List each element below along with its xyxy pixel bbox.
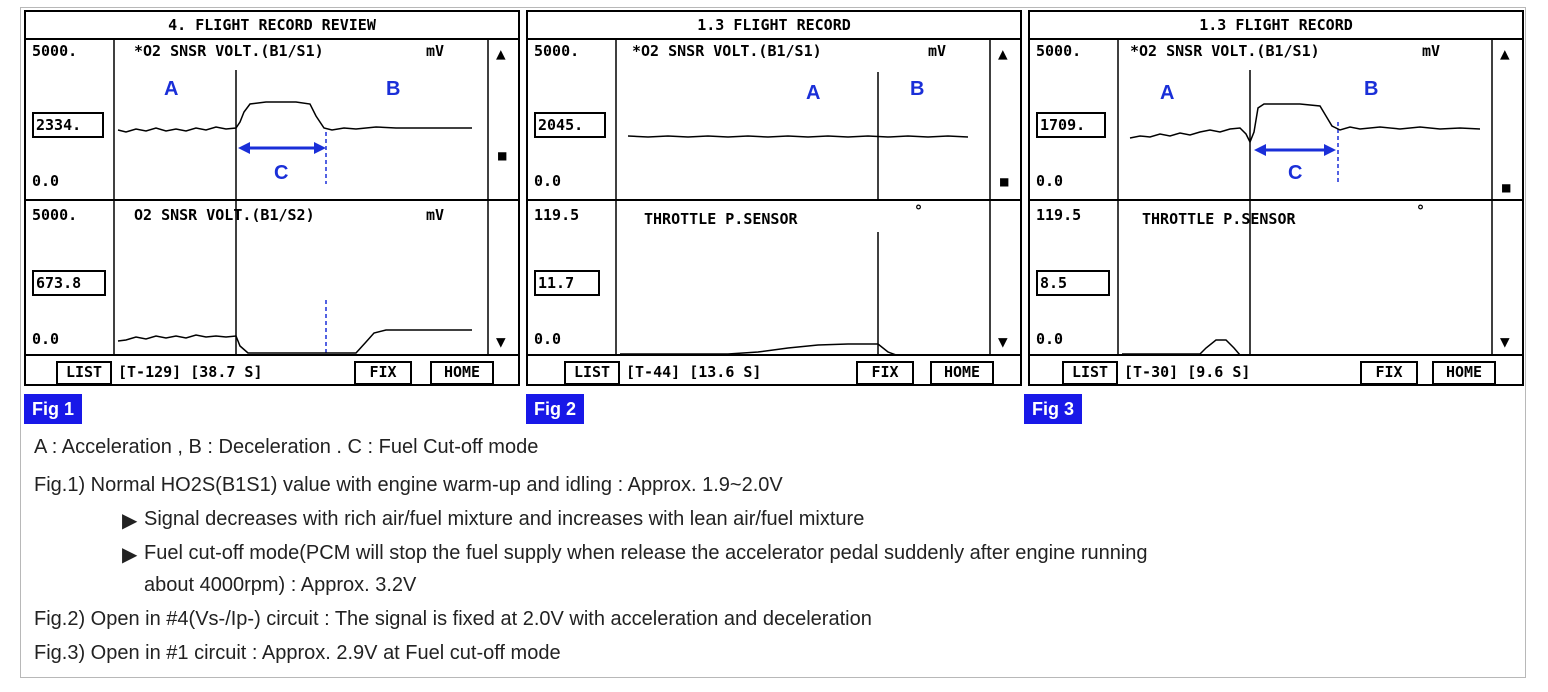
fig1-note: Fig.1) Normal HO2S(B1S1) value with engine warm-up and idling : Approx. 1.9~2.0V (34, 474, 783, 496)
screen-title: 1.3 FLIGHT RECORD (1030, 12, 1522, 40)
marker-c: C (274, 162, 289, 184)
scanner-screen-fig2 (526, 10, 1022, 386)
bottom-channel-max: 5000. (32, 206, 78, 224)
legend-text: A : Acceleration , B : Deceleration . C : Fuel Cut-off mode (34, 436, 539, 458)
list-button[interactable]: LIST (56, 361, 112, 385)
marker-b: B (386, 78, 401, 100)
top-channel-max: 5000. (32, 42, 78, 60)
fig1-bullet-2-line-2: about 4000rpm) : Approx. 3.2V (144, 574, 417, 596)
top-channel-value: 1709. (1036, 112, 1106, 138)
bottom-channel-value: 673.8 (32, 270, 106, 296)
bottom-channel-value: 11.7 (534, 270, 600, 296)
fig-label-3: Fig 3 (1024, 394, 1082, 424)
graph-area (1030, 12, 1524, 386)
top-channel-value: 2334. (32, 112, 104, 138)
home-button[interactable]: HOME (430, 361, 494, 385)
marker-a: A (1160, 82, 1175, 104)
o2-b1s1-waveform (1130, 104, 1480, 142)
o2-b1s2-waveform (118, 330, 472, 353)
screen-title: 1.3 FLIGHT RECORD (528, 12, 1020, 40)
scanner-screen-fig1 (24, 10, 520, 386)
fig1-bullet-2-line-1: Fuel cut-off mode(PCM will stop the fuel supply when release the accelerator pedal suddenly after engine running (144, 542, 1148, 564)
fix-button[interactable]: FIX (1360, 361, 1418, 385)
bottom-channel-unit: ° (914, 202, 924, 220)
throttle-waveform (1122, 340, 1240, 355)
graph-area (528, 12, 1022, 386)
scroll-up-icon[interactable]: ▲ (1500, 44, 1510, 63)
throttle-waveform (620, 344, 896, 355)
bottom-channel-name: THROTTLE P.SENSOR (644, 210, 798, 228)
top-channel-unit: mV (426, 42, 445, 60)
scroll-down-icon[interactable]: ▼ (1500, 332, 1510, 351)
marker-b: B (1364, 78, 1379, 100)
screen-title: 4. FLIGHT RECORD REVIEW (26, 12, 518, 40)
scroll-up-icon[interactable]: ▲ (998, 44, 1008, 63)
bullet-icon: ▶ (122, 510, 138, 532)
fig-label-2: Fig 2 (526, 394, 584, 424)
marker-a: A (806, 82, 821, 104)
top-channel-min: 0.0 (534, 172, 562, 190)
scanner-screen-fig3 (1028, 10, 1524, 386)
top-channel-name: *O2 SNSR VOLT.(B1/S1) (1130, 42, 1320, 60)
graph-area (26, 12, 520, 386)
record-info: [T-129] [38.7 S] (118, 363, 263, 381)
top-channel-min: 0.0 (32, 172, 60, 190)
top-channel-max: 5000. (1036, 42, 1082, 60)
fig1-bullet-1: Signal decreases with rich air/fuel mixture and increases with lean air/fuel mixture (144, 508, 865, 530)
home-button[interactable]: HOME (930, 361, 994, 385)
scroll-down-icon[interactable]: ▼ (998, 332, 1008, 351)
marker-b: B (910, 78, 925, 100)
scroll-thumb-icon[interactable]: ■ (498, 148, 507, 164)
scroll-up-icon[interactable]: ▲ (496, 44, 506, 63)
top-channel-name: *O2 SNSR VOLT.(B1/S1) (134, 42, 324, 60)
top-channel-unit: mV (1422, 42, 1441, 60)
list-button[interactable]: LIST (1062, 361, 1118, 385)
record-info: [T-44] [13.6 S] (626, 363, 762, 381)
bottom-channel-name: O2 SNSR VOLT.(B1/S2) (134, 206, 315, 224)
top-channel-value: 2045. (534, 112, 606, 138)
o2-b1s1-waveform (628, 136, 968, 137)
list-button[interactable]: LIST (564, 361, 620, 385)
fig2-note: Fig.2) Open in #4(Vs-/Ip-) circuit : The signal is fixed at 2.0V with acceleration and deceleration (34, 608, 872, 630)
o2-b1s1-waveform (118, 102, 472, 132)
home-button[interactable]: HOME (1432, 361, 1496, 385)
fig-label-1: Fig 1 (24, 394, 82, 424)
marker-a: A (164, 78, 179, 100)
record-info: [T-30] [9.6 S] (1124, 363, 1251, 381)
bottom-channel-min: 0.0 (534, 330, 562, 348)
bottom-channel-max: 119.5 (534, 206, 580, 224)
bottom-channel-min: 0.0 (32, 330, 60, 348)
scroll-thumb-icon[interactable]: ■ (1502, 180, 1511, 196)
bullet-icon: ▶ (122, 544, 138, 566)
bottom-channel-min: 0.0 (1036, 330, 1064, 348)
scroll-down-icon[interactable]: ▼ (496, 332, 506, 351)
bottom-channel-value: 8.5 (1036, 270, 1110, 296)
bottom-channel-unit: mV (426, 206, 445, 224)
bottom-channel-name: THROTTLE P.SENSOR (1142, 210, 1296, 228)
top-channel-max: 5000. (534, 42, 580, 60)
scroll-thumb-icon[interactable]: ■ (1000, 174, 1009, 190)
bottom-channel-max: 119.5 (1036, 206, 1082, 224)
fig3-note: Fig.3) Open in #1 circuit : Approx. 2.9V at Fuel cut-off mode (34, 642, 561, 664)
top-channel-unit: mV (928, 42, 947, 60)
bottom-channel-unit: ° (1416, 202, 1426, 220)
top-channel-name: *O2 SNSR VOLT.(B1/S1) (632, 42, 822, 60)
fix-button[interactable]: FIX (856, 361, 914, 385)
top-channel-min: 0.0 (1036, 172, 1064, 190)
fix-button[interactable]: FIX (354, 361, 412, 385)
marker-c: C (1288, 162, 1303, 184)
